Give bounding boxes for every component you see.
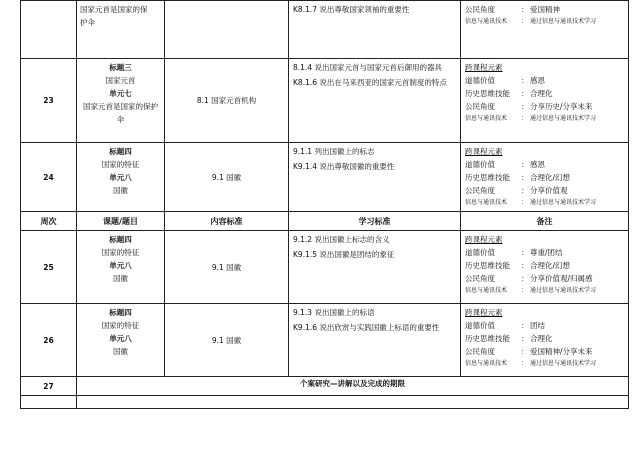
- standard-item: 9.1.2 说出国徽上标志的含义: [293, 235, 390, 244]
- topic-text: 伞: [116, 115, 125, 124]
- remarks-value: 爱国精神: [530, 5, 560, 14]
- table-body-bottom: [21, 231, 629, 377]
- week-cell: [21, 1, 77, 59]
- topic-heading: 标题四: [109, 147, 132, 156]
- standard-item: K8.1.6 说出在马来西亚的国家元首制度的特点: [293, 78, 447, 87]
- table-row: [21, 231, 629, 304]
- topic-text: 国家元首是国家的保: [80, 5, 148, 14]
- topic-text: 国家的特征: [101, 160, 140, 169]
- remarks-key: 信息与通讯技术: [465, 18, 508, 25]
- remarks-cell: [461, 1, 629, 59]
- topic-text: 国徽: [113, 274, 128, 283]
- remarks-key: 道德价值: [465, 76, 495, 85]
- blank-row: [21, 396, 629, 409]
- standard-item: K8.1.7 说出尊敬国家领袖的重要性: [293, 5, 410, 14]
- topic-heading: 单元八: [109, 261, 132, 270]
- remarks-line: [465, 74, 624, 87]
- remarks-key: 历史思维技能: [465, 261, 510, 270]
- table-row: [21, 143, 629, 212]
- topic-heading: 标题四: [109, 235, 132, 244]
- standard-item: 9.1.1 列出国徽上的标志: [293, 147, 375, 156]
- remarks-key: 历史思维技能: [465, 173, 510, 182]
- topic-heading: 单元七: [109, 89, 132, 98]
- remarks-value: 分享历史/分享未来: [530, 102, 593, 111]
- remarks-key: 历史思维技能: [465, 89, 510, 98]
- remarks-heading: 跨课程元素: [465, 308, 503, 317]
- remarks-value: 感恩: [530, 76, 545, 85]
- remarks-key: 公民角度: [465, 186, 495, 195]
- remarks-separator: ：: [521, 248, 529, 257]
- remarks-line: [465, 358, 624, 369]
- remarks-line: [465, 332, 624, 345]
- remarks-line: [465, 246, 624, 259]
- remarks-separator: ：: [521, 334, 529, 343]
- remarks-separator: ：: [521, 261, 529, 270]
- remarks-separator: ：: [521, 186, 529, 195]
- remarks-separator: ：: [521, 160, 529, 169]
- blank-cell: [21, 396, 77, 409]
- remarks-line: [465, 87, 624, 100]
- remarks-line: [465, 3, 624, 16]
- topic-text: 国家元首: [105, 76, 136, 85]
- topic-text: 国家的特征: [101, 248, 140, 257]
- standard-item: K9.1.5 说出国徽是团结的象征: [293, 250, 395, 259]
- remarks-key: 信息与通讯技术: [465, 360, 508, 367]
- remarks-key: 信息与通讯技术: [465, 115, 508, 122]
- learning-standard-cell: [289, 231, 461, 304]
- remarks-separator: ：: [521, 173, 529, 182]
- header-standard: 学习标准: [289, 212, 461, 231]
- table-footer: [21, 377, 629, 409]
- topic-cell: [77, 1, 165, 59]
- learning-standard-cell: [289, 143, 461, 212]
- remarks-separator: ：: [521, 18, 528, 25]
- topic-text: 国徽: [113, 186, 128, 195]
- header-content: 内容标准: [165, 212, 289, 231]
- content-standard-cell: 9.1 国徽: [165, 143, 289, 212]
- remarks-line: [465, 285, 624, 296]
- remarks-line: [465, 100, 624, 113]
- blank-cell: [77, 396, 629, 409]
- learning-standard-cell: [289, 59, 461, 143]
- topic-text: 国徽: [113, 347, 128, 356]
- remarks-cell: [461, 231, 629, 304]
- remarks-separator: ：: [521, 89, 529, 98]
- header-row: [21, 212, 629, 231]
- remarks-heading: 跨课程元素: [465, 235, 503, 244]
- remarks-key: 道德价值: [465, 248, 495, 257]
- content-standard-cell: [165, 1, 289, 59]
- remarks-heading: 跨课程元素: [465, 63, 503, 72]
- remarks-separator: ：: [521, 115, 528, 122]
- remarks-key: 历史思维技能: [465, 334, 510, 343]
- remarks-value: 合理化/幻想: [530, 261, 571, 270]
- week-cell: 24: [21, 143, 77, 212]
- remarks-separator: ：: [521, 5, 529, 14]
- content-standard-cell: 8.1 国家元首机构: [165, 59, 289, 143]
- remarks-separator: ：: [521, 76, 529, 85]
- remarks-cell: [461, 304, 629, 377]
- remarks-value: 合理化/幻想: [530, 173, 571, 182]
- remarks-value: 通过信息与通讯技术学习: [530, 115, 597, 122]
- topic-text: 国家的特征: [101, 321, 140, 330]
- remarks-line: [465, 184, 624, 197]
- remarks-separator: ：: [521, 102, 529, 111]
- week-cell: 26: [21, 304, 77, 377]
- topic-heading: 单元八: [109, 334, 132, 343]
- topic-cell: [77, 304, 165, 377]
- remarks-key: 道德价值: [465, 321, 495, 330]
- topic-cell: [77, 143, 165, 212]
- remarks-line: [465, 319, 624, 332]
- remarks-line: [465, 272, 624, 285]
- final-note: 个案研究—讲解以及完成的期限: [77, 377, 629, 396]
- remarks-cell: [461, 59, 629, 143]
- remarks-separator: ：: [521, 274, 529, 283]
- standard-item: 9.1.3 说出国徽上的标语: [293, 308, 375, 317]
- remarks-value: 感恩: [530, 160, 545, 169]
- table-row: [21, 59, 629, 143]
- remarks-heading: 跨课程元素: [465, 147, 503, 156]
- remarks-value: 合理化: [530, 89, 553, 98]
- table-header: [21, 212, 629, 231]
- remarks-key: 信息与通讯技术: [465, 287, 508, 294]
- week-cell: 27: [21, 377, 77, 396]
- remarks-separator: ：: [521, 347, 529, 356]
- remarks-key: 公民角度: [465, 5, 495, 14]
- remarks-line: [465, 158, 624, 171]
- topic-heading: 标题三: [109, 63, 132, 72]
- remarks-separator: ：: [521, 287, 528, 294]
- remarks-line: [465, 345, 624, 358]
- topic-cell: [77, 59, 165, 143]
- header-topic: 课题/题目: [77, 212, 165, 231]
- week-cell: 25: [21, 231, 77, 304]
- remarks-line: [465, 171, 624, 184]
- remarks-key: 公民角度: [465, 274, 495, 283]
- learning-standard-cell: [289, 1, 461, 59]
- remarks-line: [465, 16, 624, 27]
- syllabus-table: [20, 0, 629, 409]
- remarks-value: 尊重/团结: [530, 248, 563, 257]
- remarks-line: [465, 197, 624, 208]
- remarks-cell: [461, 143, 629, 212]
- topic-text: 护伞: [80, 18, 95, 27]
- learning-standard-cell: [289, 304, 461, 377]
- remarks-value: 通过信息与通讯技术学习: [530, 18, 597, 25]
- remarks-line: [465, 259, 624, 272]
- week-cell: 23: [21, 59, 77, 143]
- remarks-value: 分享价值观: [530, 186, 568, 195]
- final-row: [21, 377, 629, 396]
- remarks-value: 通过信息与通讯技术学习: [530, 287, 597, 294]
- remarks-value: 通过信息与通讯技术学习: [530, 199, 597, 206]
- table-row: [21, 304, 629, 377]
- content-standard-cell: 9.1 国徽: [165, 231, 289, 304]
- remarks-key: 公民角度: [465, 102, 495, 111]
- remarks-key: 道德价值: [465, 160, 495, 169]
- header-remarks: 备注: [461, 212, 629, 231]
- remarks-value: 合理化: [530, 334, 553, 343]
- remarks-separator: ：: [521, 360, 528, 367]
- remarks-separator: ：: [521, 199, 528, 206]
- standard-item: 8.1.4 说出国家元首与国家元首后御用的器具: [293, 63, 442, 72]
- remarks-key: 信息与通讯技术: [465, 199, 508, 206]
- content-standard-cell: 9.1 国徽: [165, 304, 289, 377]
- remarks-value: 团结: [530, 321, 545, 330]
- topic-cell: [77, 231, 165, 304]
- standard-item: K9.1.6 说出欣赏与实践国徽上标语的重要性: [293, 323, 440, 332]
- standard-item: K9.1.4 说出尊敬国徽的重要性: [293, 162, 395, 171]
- header-week: 周次: [21, 212, 77, 231]
- remarks-line: [465, 113, 624, 124]
- topic-text: 国家元首是国家的保护: [83, 102, 158, 111]
- topic-heading: 标题四: [109, 308, 132, 317]
- remarks-separator: ：: [521, 321, 529, 330]
- topic-heading: 单元八: [109, 173, 132, 182]
- table-row: [21, 1, 629, 59]
- remarks-value: 分享价值观/归属感: [530, 274, 593, 283]
- remarks-key: 公民角度: [465, 347, 495, 356]
- remarks-value: 通过信息与通讯技术学习: [530, 360, 597, 367]
- table-body-top: [21, 1, 629, 212]
- remarks-value: 爱国精神/分享未来: [530, 347, 593, 356]
